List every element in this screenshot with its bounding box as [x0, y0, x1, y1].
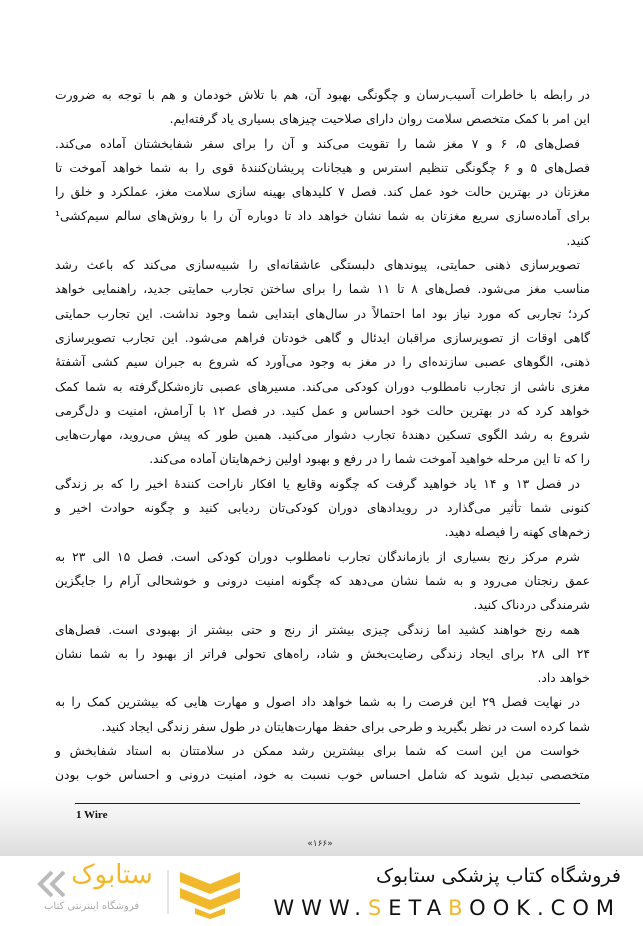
page-number: «۱۶۶»	[307, 839, 333, 849]
text-line: این امر با کمک متخصص سلامت روان دارای صلاحیت چیزهای بسیاری یاد گرفته‌ایم.	[169, 112, 590, 127]
footnote: 1 Wire	[76, 809, 108, 821]
shop-title: فروشگاه کتاب پزشکی ستابوک	[375, 865, 621, 887]
logo-wordmark: ستابوک	[71, 860, 153, 890]
text-line: در فصل ۱۳ و ۱۴ یاد خواهید گرفت که چگونه وقایع یا افکار ناراحت کنندهٔ اخیر را که بر زندگی	[55, 476, 580, 491]
text-line: شما کرده است در نظر بگیرید و طرحی برای حفظ مهارت‌هایتان در طول سفر زندگی ایجاد کنید.	[101, 719, 590, 734]
text-line: شرمندگی دردناک کنید.	[473, 598, 590, 613]
store-banner	[0, 856, 643, 926]
url-part-accent: S	[367, 896, 389, 920]
text-line: را که تا این مرحله خواهید آموخت شما را در رفع و بهبود اولین زخم‌هایتان آماده می‌کند.	[149, 452, 590, 467]
text-line: ۲۴ الی ۲۸ برای ایجاد زندگی رضایت‌بخش و شاد، راه‌های تحولی فراتر از بهبود را به شما نشان	[55, 646, 591, 661]
double-chevron-icon	[40, 872, 64, 896]
text-line: کنونی شما تأثیر می‌گذارد در رویدادهای دوران کودکی‌تان ردیابی کنید و چگونه حوادث اخیر و	[55, 501, 590, 516]
url-part: OOK.COM	[469, 896, 621, 920]
url-part-accent: B	[448, 896, 470, 920]
text-line: فصل‌های ۵، ۶ و ۷ مغز شما را تقویت می‌کند و آن را برای سفر شفابخشتان آماده می‌کند.	[55, 136, 580, 151]
text-line: شروع به رشد الگوی تسکین دهندهٔ تجارب دشوار می‌کنید. همین طور که پیش می‌روید، مهارت‌هایی	[55, 428, 590, 443]
text-line: متخصصی تبدیل شوید که شامل احساس خوب نسبت به خود، امنیت درونی و احساس خوب بودن	[55, 768, 590, 783]
logo-subtitle: فروشگاه اینترنتی کتاب	[44, 901, 140, 912]
text-line: مغزتان در بهترین حالت خود عمل کند. فصل ۷ کلیدهای بهینه سازی سلامت مغز، عملکرد و خلق را	[55, 185, 590, 200]
shop-url[interactable]	[273, 894, 621, 922]
text-line: کرد؛ تجاربی که مورد نیاز بود اما احتمالاً در سال‌های ابتدایی شما وجود نداشت. این تجارب حمایتی	[55, 306, 590, 321]
text-line: مناسب مغز می‌شود. فصل‌های ۸ تا ۱۱ شما را برای ساختن تجارب حمایتی جدید، راهنمایی خواهد	[55, 282, 590, 297]
text-line: خواهد کرد که در بهترین حالت خود احساس و عمل کنید. در فصل ۱۲ با آرامش، امنیت و دل‌گرمی	[55, 403, 590, 418]
text-line: خواهد داد.	[537, 671, 590, 686]
url-part: ETA	[388, 896, 449, 920]
footnote-divider	[75, 803, 580, 804]
text-line: تصویرسازی ذهنی حمایتی، پیوندهای دلبستگی عاشقانه‌ای را شبیه‌سازی می‌کند که باعث رشد	[55, 258, 580, 273]
paragraph	[55, 739, 590, 788]
text-line: مغزی ناشی از تجارب نامطلوب دوران کودکی می‌کند. مسیرهای عصبی تازه‌شکل‌گرفته به شما کمک	[55, 379, 590, 394]
paragraph	[55, 132, 590, 253]
text-line: گاهی اوقات از تصویرسازی مراقبان ایدئال و گاهی خودتان فراهم می‌شود. این تجارب تصویرسازی	[55, 330, 590, 345]
paragraph	[55, 690, 590, 739]
text-line: همه رنج خواهند کشید اما زندگی چیزی بیشتر از رنج و حتی بیشتر از بهبودی است. فصل‌های	[55, 622, 580, 637]
text-line: برای آماده‌سازی سریع مغزتان به شما نشان خواهد داد تا دوباره آن را با روش‌های سالم سیم‌کشی¹	[55, 209, 590, 224]
text-line: فصل‌های ۵ و ۶ چگونگی تنظیم استرس و هیجانات پریشان‌کنندهٔ قوی را به شما خواهد آموخت تا	[55, 160, 590, 175]
paragraph	[55, 618, 590, 691]
url-part: WWW.	[273, 896, 368, 920]
text-line: زخم‌های کهنه را فیصله دهید.	[444, 525, 590, 540]
paragraph	[55, 545, 590, 618]
text-line: ذهنی، الگوهای عصبی سازنده‌ای را در مغز به وجود می‌آورد که شروع به جبران سیم کشی آشفتهٔ	[55, 355, 590, 370]
text-line: عمق رنجتان می‌رود و به شما نشان می‌دهد که چگونه امنیت درونی و خوشحالی آرام را جایگزین	[55, 573, 590, 588]
text-line: در نهایت فصل ۲۹ این فرصت را به شما خواهد داد اصول و مهارت هایی که بیشترین کمک را به	[55, 695, 580, 710]
paragraph	[55, 253, 590, 472]
text-line: خواست من این است که شما برای بیشترین رشد ممکن در سلامتتان به استاد شفابخش و	[55, 744, 580, 759]
paragraph	[55, 472, 590, 545]
paragraph	[55, 83, 590, 132]
body-text	[55, 83, 590, 788]
text-line: شرم مرکز رنج بسیاری از بازماندگان تجارب نامطلوب دوران کودکی است. فصل ۱۵ الی ۲۳ به	[55, 549, 580, 564]
text-line: در رابطه با خاطرات آسیب‌رسان و چگونگی بهبود آن، هم با تلاش خودمان و هم با توجه به ضرورت	[55, 88, 590, 102]
text-line: کنید.	[566, 233, 590, 248]
chevron-logo-icon	[180, 872, 240, 919]
